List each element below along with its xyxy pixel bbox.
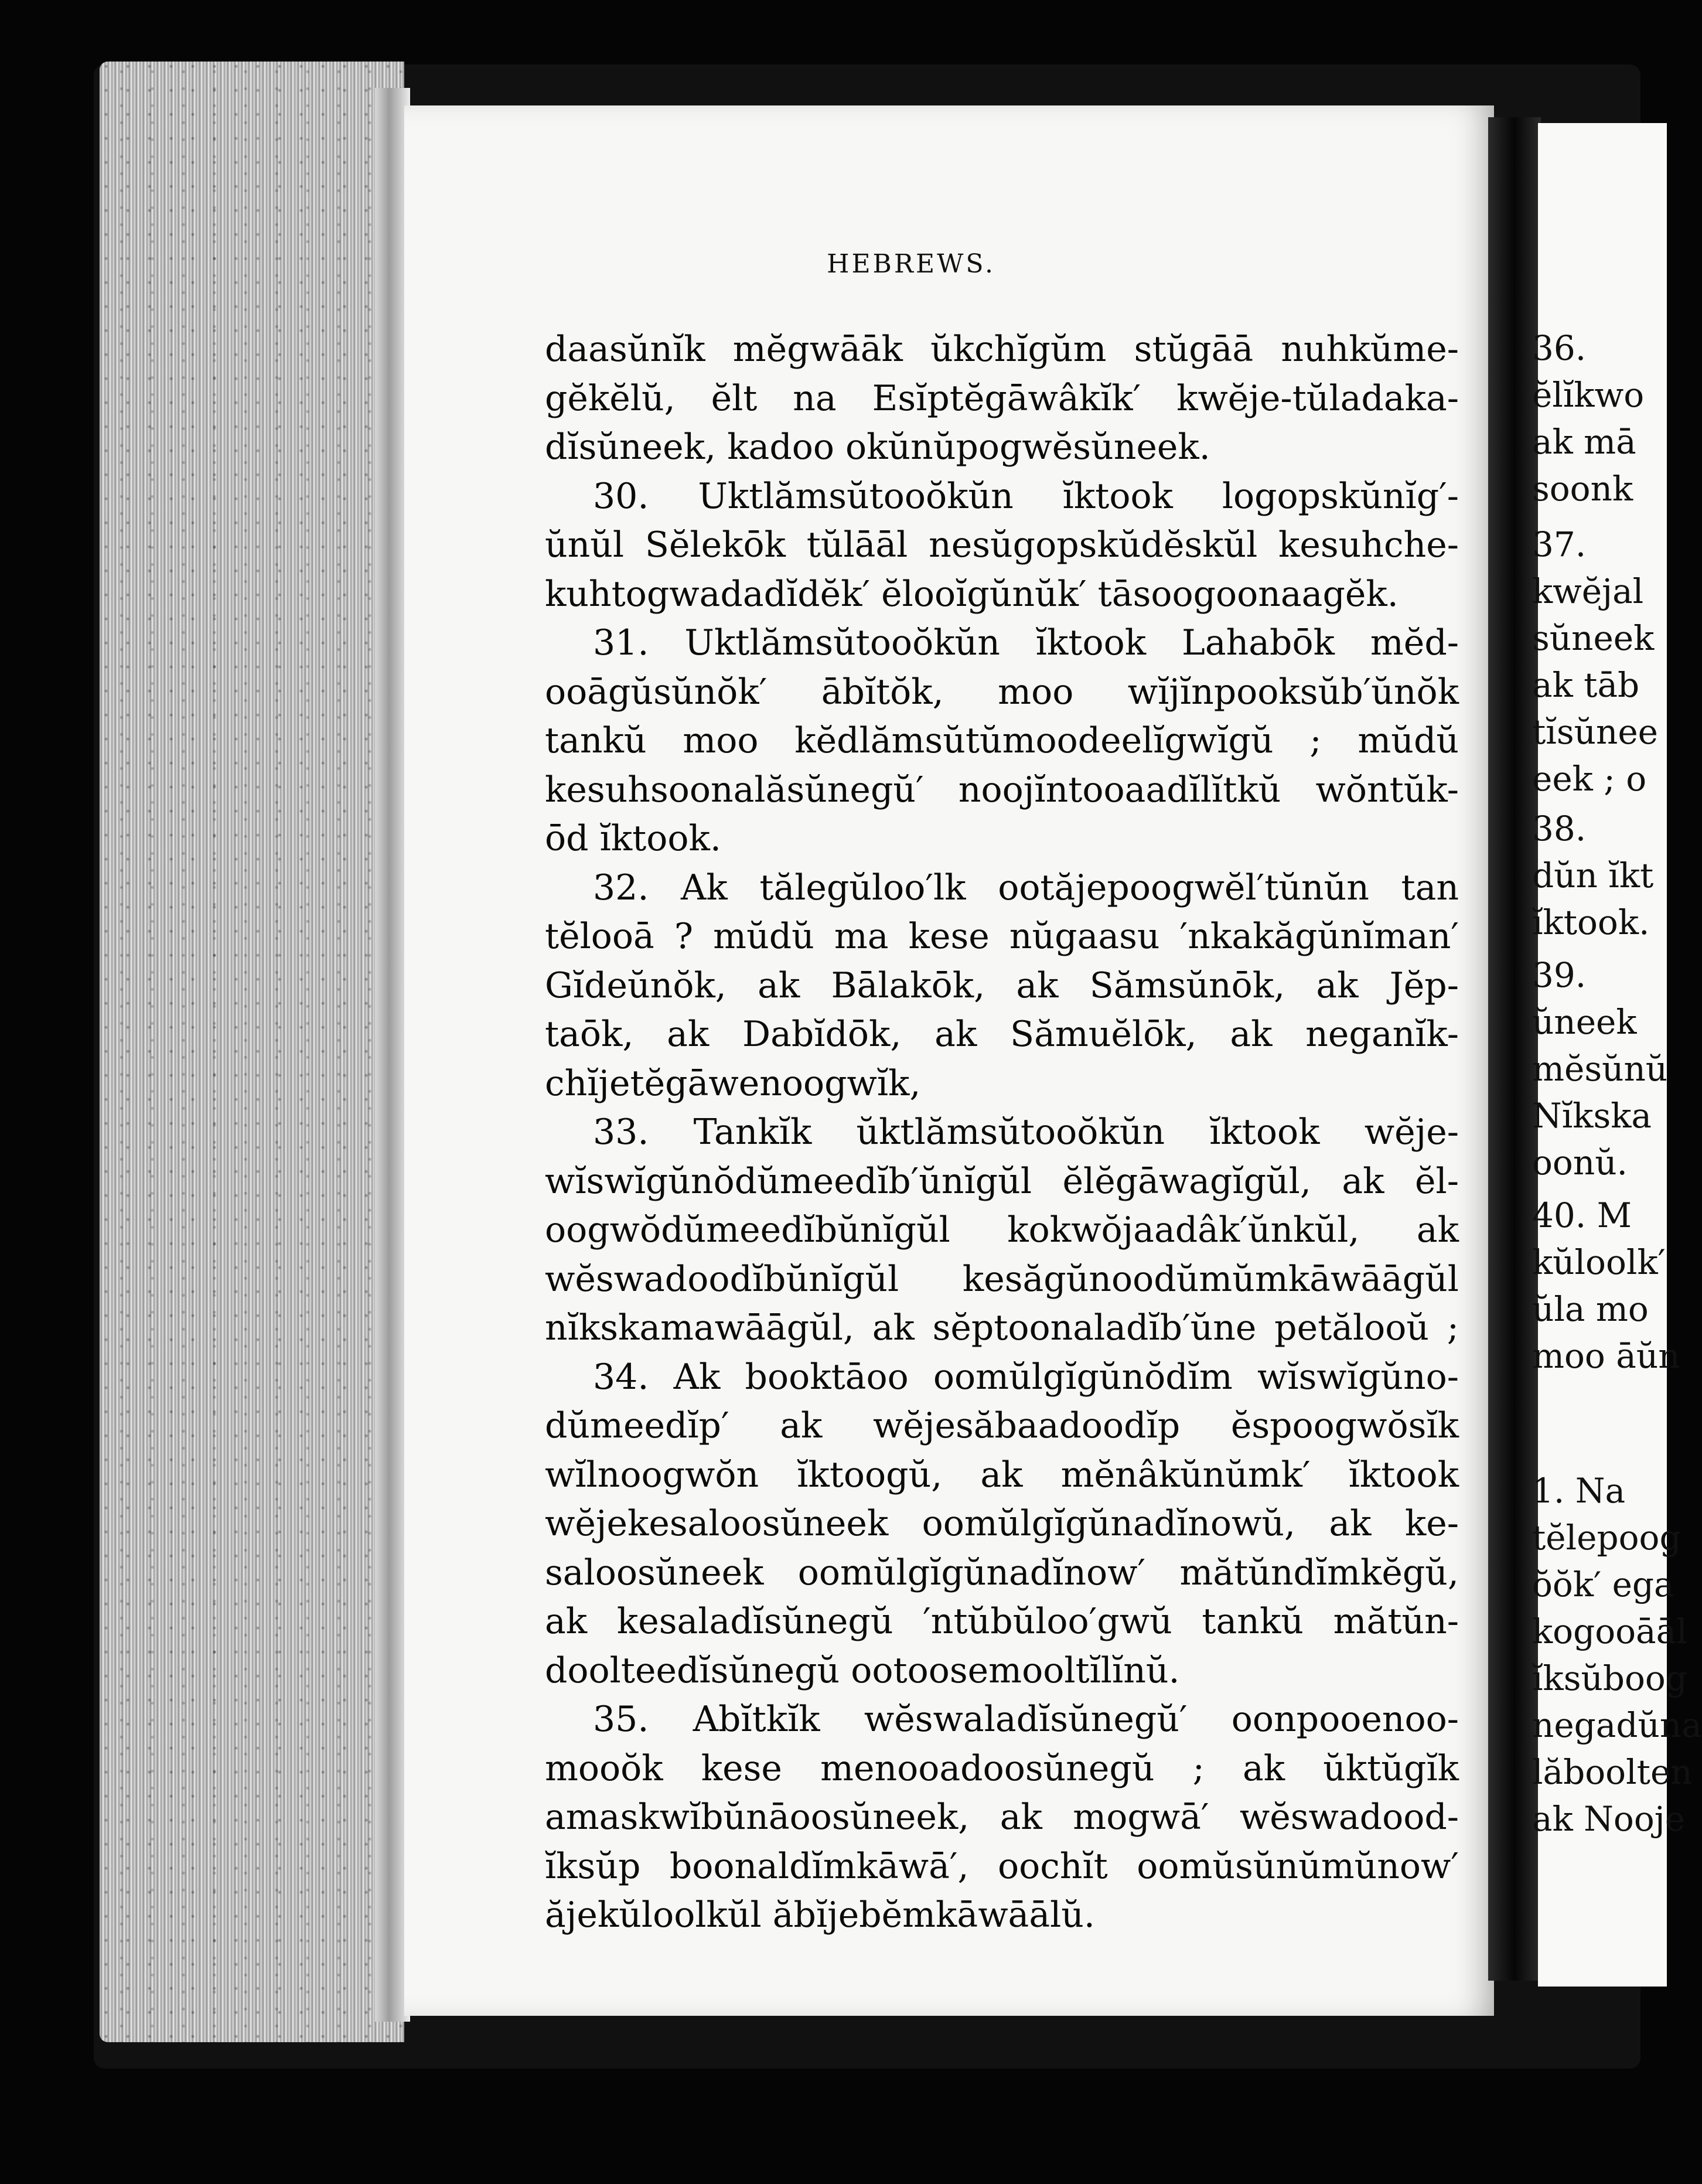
text-line: dŭmeedĭp′ ak wĕjesăbaadoodĭp ĕspoogwŏsĭk (545, 1405, 1459, 1446)
text-line: wĕswadoodĭbŭnĭgŭl kesăgŭnoodŭmŭmkāwāāgŭl (545, 1258, 1459, 1300)
text-line: ăjekŭloolkŭl ăbĭjebĕmkāwāālŭ. (545, 1895, 1095, 1936)
right-text-fragment: ĭktook. (1532, 902, 1650, 942)
right-text-fragment: 36. (1532, 328, 1587, 368)
right-text-fragment: ŭla mo (1532, 1289, 1649, 1329)
text-line: wĭswĭgŭnŏdŭmeedĭb′ŭnĭgŭl ĕlĕgāwagĭgŭl, ak ĕl- (545, 1160, 1459, 1202)
text-line: dĭsŭneek, kadoo okŭnŭpogwĕsŭneek. (545, 427, 1210, 468)
text-line: taōk, ak Dabĭdōk, ak Sămuĕlōk, ak neganĭk- (545, 1014, 1459, 1055)
right-text-fragment: ak mā (1532, 422, 1636, 462)
text-line: kuhtogwadadĭdĕk′ ĕlooĭgŭnŭk′ tāsoogoonaagĕk. (545, 573, 1399, 615)
right-text-fragment: negadŭna (1532, 1705, 1702, 1745)
text-line: wĭlnoogwŏn ĭktoogŭ, ak mĕnâkŭnŭmk′ ĭktook (545, 1454, 1459, 1495)
right-text-fragment: 1. Na (1532, 1471, 1626, 1511)
text-line: tankŭ moo kĕdlămsŭtŭmoodeelĭgwĭgŭ ; mŭdŭ (545, 720, 1459, 761)
text-line: chĭjetĕgāwenoogwĭk, (545, 1062, 921, 1104)
text-line: wĕjekesaloosŭneek oomŭlgĭgŭnadĭnowŭ, ak ke- (545, 1503, 1459, 1544)
right-text-fragment: mĕsŭnŭ (1532, 1049, 1668, 1089)
right-text-fragment: oonŭ. (1532, 1143, 1628, 1183)
text-line: kesuhsoonalăsŭnegŭ′ noojĭntooaadĭlĭtkŭ wŏntŭk- (545, 769, 1459, 810)
right-text-fragment: ĭksŭboog (1532, 1658, 1687, 1698)
text-line: 32. Ak tălegŭloo′lk ootăjepoogwĕl′tŭnŭn tan (593, 867, 1459, 908)
text-line: ooāgŭsŭnŏk′ ābĭtŏk, moo wĭjĭnpooksŭb′ŭnŏk (545, 671, 1459, 713)
text-line: ĭksŭp boonaldĭmkāwā′, oochĭt oomŭsŭnŭmŭnow′ (545, 1845, 1459, 1887)
right-text-fragment: kogooāāl (1532, 1611, 1687, 1651)
right-text-fragment: eek ; o (1532, 759, 1647, 799)
text-line: ak kesaladĭsŭnegŭ ′ntŭbŭloo′gwŭ tankŭ mătŭn- (545, 1601, 1459, 1642)
left-page-text (545, 325, 1459, 1940)
text-line: mooŏk kese menooadoosŭnegŭ ; ak ŭktŭgĭk (545, 1747, 1459, 1789)
text-line: 33. Tankĭk ŭktlămsŭtooŏkŭn ĭktook wĕje- (593, 1112, 1459, 1153)
text-line: tĕlooā ? mŭdŭ ma kese nŭgaasu ′nkakăgŭnĭman′ (545, 916, 1459, 957)
page-edges (100, 62, 404, 2042)
text-line: ŭnŭl Sĕlekōk tŭlāāl nesŭgopskŭdĕskŭl kesuhche- (545, 524, 1459, 565)
text-line: 30. Uktlămsŭtooŏkŭn ĭktook logopskŭnĭg′- (593, 475, 1459, 517)
text-line: saloosŭneek oomŭlgĭgŭnadĭnow′ mătŭndĭmkĕgŭ, (545, 1552, 1459, 1593)
right-text-fragment: kwĕjal (1532, 571, 1644, 611)
right-text-fragment: ak tāb (1532, 665, 1640, 705)
text-line: 34. Ak booktāoo oomŭlgĭgŭnŏdĭm wĭswĭgŭno- (593, 1356, 1459, 1398)
text-line: oogwŏdŭmeedĭbŭnĭgŭl kokwŏjaadâk′ŭnkŭl, ak (545, 1209, 1459, 1251)
right-text-fragment: ŭneek (1532, 1002, 1637, 1042)
text-line: gĕkĕlŭ, ĕlt na Esĭptĕgāwâkĭk′ kwĕje-tŭladaka- (545, 377, 1459, 419)
right-text-fragment: Nĭkska (1532, 1096, 1652, 1136)
text-line: 35. Abĭtkĭk wĕswaladĭsŭnegŭ′ oonpooenoo- (593, 1699, 1459, 1740)
right-text-fragment: tĕlepoog (1532, 1518, 1681, 1558)
text-line: daasŭnĭk mĕgwāāk ŭkchĭgŭm stŭgāā nuhkŭme- (545, 329, 1459, 370)
text-line: nĭkskamawāāgŭl, ak sĕptoonaladĭb′ŭne petălooŭ ; (545, 1307, 1459, 1348)
right-text-fragment: moo āŭn (1532, 1336, 1680, 1376)
right-text-fragment: kŭloolk′ (1532, 1242, 1666, 1282)
right-text-fragment: dŭn ĭkt (1532, 856, 1654, 895)
text-line: Gĭdeŭnŏk, ak Bālakōk, ak Sămsŭnōk, ak Jĕp- (545, 965, 1459, 1006)
right-text-fragment: tĭsŭnee (1532, 712, 1658, 752)
text-line: doolteedĭsŭnegŭ ootoosemooltĭlĭnŭ. (545, 1650, 1180, 1691)
right-text-fragment: ak Nooje (1532, 1799, 1686, 1839)
running-head: HEBREWS. (827, 249, 995, 279)
text-line: 31. Uktlămsŭtooŏkŭn ĭktook Lahabōk mĕd- (593, 622, 1459, 663)
text-line: ōd ĭktook. (545, 818, 721, 859)
right-text-fragment: 38. (1532, 809, 1587, 849)
right-text-fragment: 40. M (1532, 1195, 1632, 1235)
right-text-fragment: lăboolten (1532, 1752, 1693, 1792)
right-text-fragment: sŭneek (1532, 618, 1655, 658)
right-text-fragment: ĕlĭkwo (1532, 375, 1645, 415)
right-text-fragment: soonk (1532, 469, 1633, 509)
right-text-fragment: ŏŏk′ ega (1532, 1565, 1674, 1604)
right-text-fragment: 39. (1532, 955, 1587, 995)
right-text-fragment: 37. (1532, 524, 1587, 564)
text-line: amaskwĭbŭnāoosŭneek, ak mogwā′ wĕswadood- (545, 1797, 1459, 1838)
